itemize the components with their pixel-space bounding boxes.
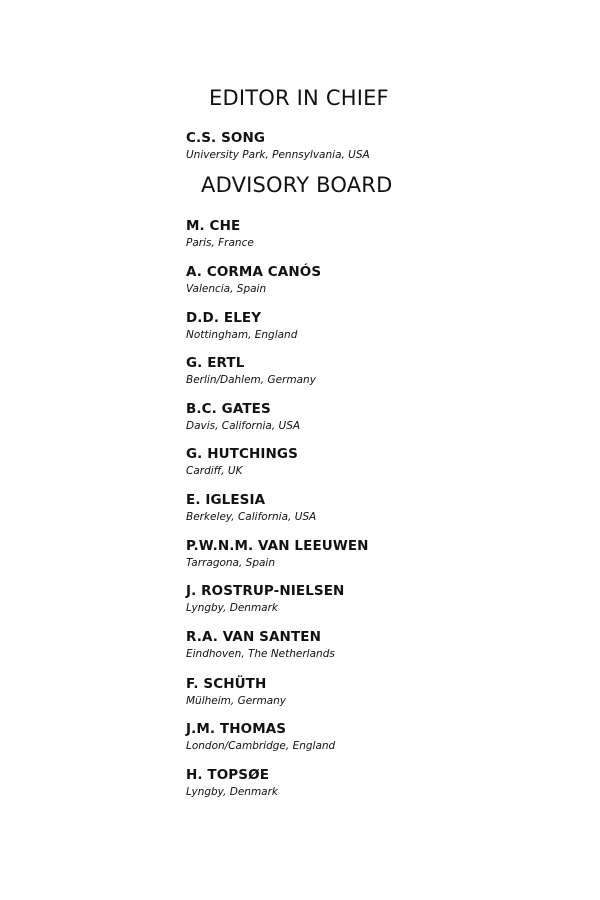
- board-member: [186, 400, 300, 434]
- member-name: P.W.N.M. VAN LEEUWEN: [186, 538, 369, 554]
- advisory-board-heading: ADVISORY BOARD: [201, 173, 393, 197]
- member-name: R.A. VAN SANTEN: [186, 629, 321, 645]
- member-name: M. CHE: [186, 218, 241, 234]
- member-place: Eindhoven, The Netherlands: [186, 648, 335, 660]
- board-member: [186, 720, 335, 754]
- board-member: [186, 537, 369, 571]
- board-member: [186, 491, 316, 525]
- member-name: E. IGLESIA: [186, 492, 266, 508]
- member-name: G. ERTL: [186, 355, 245, 371]
- board-member: [186, 263, 321, 297]
- member-place: Cardiff, UK: [186, 465, 243, 477]
- member-name: B.C. GATES: [186, 401, 271, 417]
- board-member: [186, 675, 286, 709]
- board-member: [186, 217, 254, 251]
- editor-in-chief-heading: EDITOR IN CHIEF: [209, 86, 389, 110]
- member-place: Davis, California, USA: [186, 420, 301, 432]
- member-name: H. TOPSØE: [186, 767, 270, 783]
- editor-place: University Park, Pennsylvania, USA: [186, 149, 370, 161]
- editor-name: C.S. SONG: [186, 130, 266, 146]
- board-member: [186, 628, 335, 662]
- member-place: London/Cambridge, England: [186, 740, 336, 752]
- member-name: J.M. THOMAS: [186, 721, 287, 737]
- member-place: Mülheim, Germany: [186, 695, 287, 707]
- member-name: D.D. ELEY: [186, 310, 262, 326]
- member-place: Lyngby, Denmark: [186, 786, 279, 798]
- board-member: [186, 766, 278, 800]
- member-place: Berkeley, California, USA: [186, 511, 317, 523]
- member-name: J. ROSTRUP-NIELSEN: [186, 583, 345, 599]
- member-place: Berlin/Dahlem, Germany: [186, 374, 316, 386]
- board-member: [186, 445, 298, 479]
- member-name: G. HUTCHINGS: [186, 446, 298, 462]
- board-member: [186, 354, 316, 388]
- member-name: F. SCHÜTH: [186, 676, 267, 692]
- member-place: Valencia, Spain: [186, 283, 267, 295]
- member-place: Paris, France: [186, 237, 254, 249]
- member-name: A. CORMA CANÓS: [186, 264, 322, 280]
- member-place: Tarragona, Spain: [186, 557, 276, 569]
- board-member: [186, 582, 344, 616]
- editor-entry: [186, 129, 370, 163]
- board-member: [186, 309, 297, 343]
- member-place: Lyngby, Denmark: [186, 602, 279, 614]
- member-place: Nottingham, England: [186, 329, 298, 341]
